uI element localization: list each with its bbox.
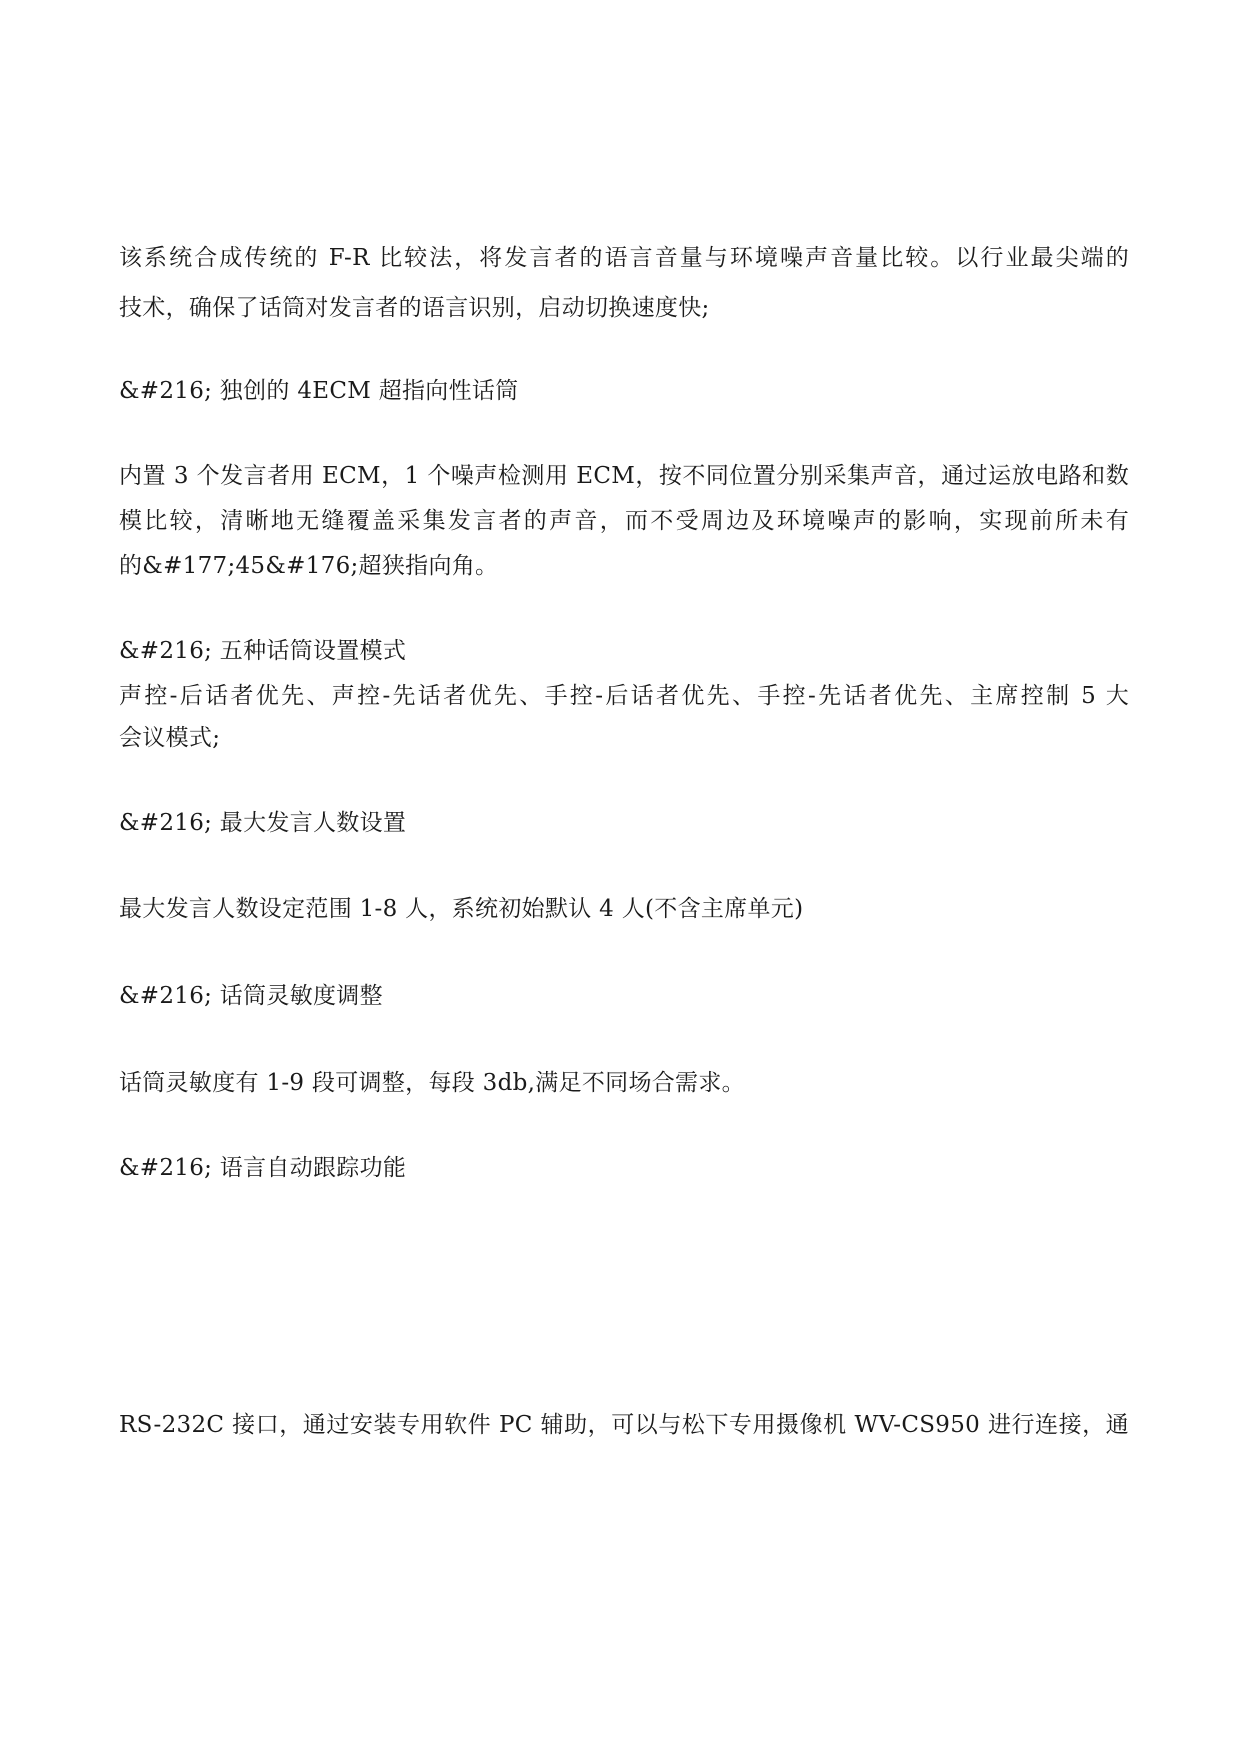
paragraph-ecm-line-2: 模比较，清晰地无缝覆盖采集发言者的声音，而不受周边及环境噪声的影响，实现前所未有 bbox=[119, 508, 1129, 534]
paragraph-modes-line-2: 会议模式; bbox=[119, 725, 221, 751]
heading-auto-tracking: &#216; 语言自动跟踪功能 bbox=[119, 1155, 407, 1181]
paragraph-modes-line-1: 声控-后话者优先、声控-先话者优先、手控-后话者优先、手控-先话者优先、主席控制 5 大 bbox=[119, 683, 1129, 709]
paragraph-fr-comparison-line-1: 该系统合成传统的 F-R 比较法，将发言者的语言音量与环境噪声音量比较。以行业最尖端的 bbox=[119, 245, 1129, 271]
heading-sensitivity: &#216; 话筒灵敏度调整 bbox=[119, 983, 383, 1009]
paragraph-ecm-line-1: 内置 3 个发言者用 ECM，1 个噪声检测用 ECM，按不同位置分别采集声音，通过运放电路和数 bbox=[119, 463, 1129, 489]
paragraph-max-speakers: 最大发言人数设定范围 1-8 人，系统初始默认 4 人(不含主席单元) bbox=[119, 896, 804, 922]
heading-five-modes: &#216; 五种话筒设置模式 bbox=[119, 638, 407, 664]
paragraph-ecm-line-3: 的&#177;45&#176;超狭指向角。 bbox=[119, 553, 499, 579]
heading-max-speakers: &#216; 最大发言人数设置 bbox=[119, 810, 407, 836]
paragraph-rs232c: RS-232C 接口，通过安装专用软件 PC 辅助，可以与松下专用摄像机 WV-CS950 进行连接，通 bbox=[119, 1412, 1129, 1438]
heading-4ecm-microphone: &#216; 独创的 4ECM 超指向性话筒 bbox=[119, 378, 519, 404]
paragraph-sensitivity: 话筒灵敏度有 1-9 段可调整，每段 3db,满足不同场合需求。 bbox=[119, 1070, 745, 1096]
paragraph-fr-comparison-line-2: 技术，确保了话筒对发言者的语言识别，启动切换速度快; bbox=[119, 295, 710, 321]
